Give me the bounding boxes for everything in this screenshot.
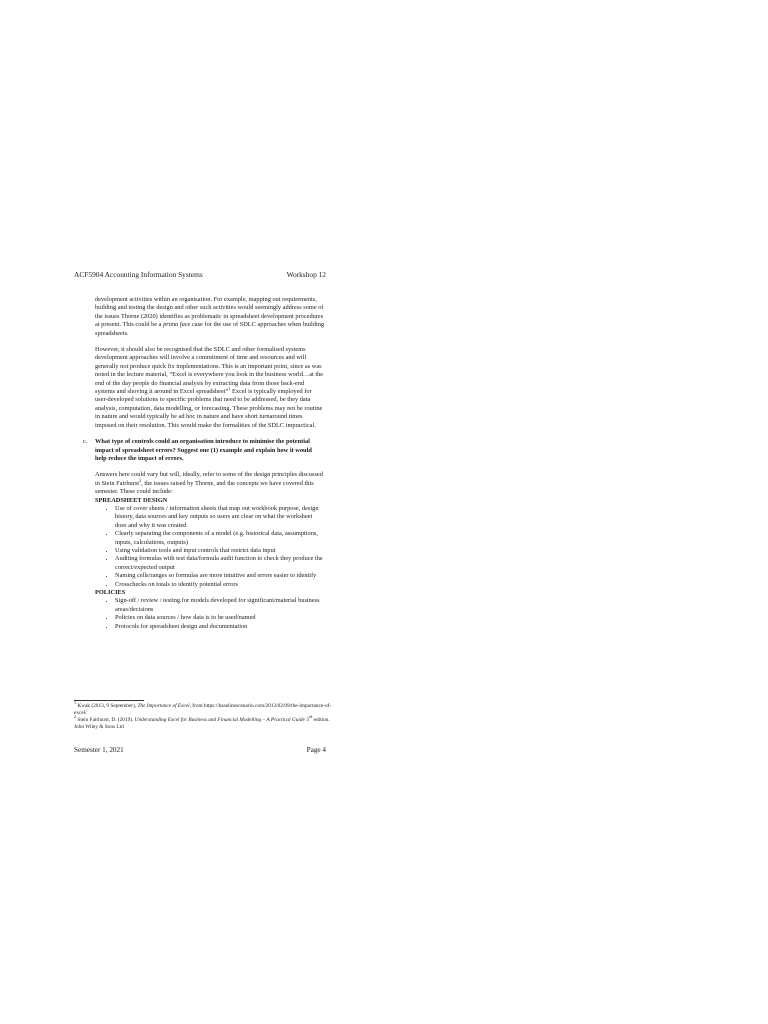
answer-text: , the issues raised by Thorne, and the concepts we have covered this semester. These could include: bbox=[95, 479, 314, 496]
paragraph-sdlc-limitations bbox=[95, 346, 325, 430]
footnote-number: 2 bbox=[74, 714, 77, 720]
section-heading-design: SPREADSHEET DESIGN bbox=[95, 496, 168, 504]
page-footer bbox=[74, 746, 326, 754]
footnote-superscript: rd bbox=[308, 714, 313, 720]
paragraph-italic: prima face bbox=[163, 321, 191, 329]
section-heading-policies: POLICIES bbox=[95, 589, 126, 596]
list-item: • Sign-off / review / testing for models developed for significant/material business areas/decisions bbox=[115, 597, 325, 614]
workshop-label: Workshop 12 bbox=[286, 270, 326, 279]
list-item: • Auditing formulas with test data/formula audit function to check they produce the correct/expected output bbox=[115, 555, 325, 572]
footnote-text: 3 bbox=[306, 717, 309, 723]
course-title: ACF5904 Accounting Information Systems bbox=[74, 270, 203, 279]
list-item: • Policies on data sources / how data is to be used/named bbox=[115, 614, 325, 622]
list-item: • Naming cells/ranges so formulas are more intuitive and errors easier to identify bbox=[115, 572, 325, 580]
question-c bbox=[83, 438, 325, 463]
paragraph-text: Excel is typically employed for user-developed solutions to specific problems that need to be addressed, be they data analysis, computation, data modelling, or forecasting. These problems may not be routine in nature and would typically be ad hoc in nature and have short turnaround times imposed on their resolution. This would make the formalities of the SDLC impractical. bbox=[95, 388, 323, 429]
list-item: • Use of cover sheets / information sheets that map out workbook purpose, design history, data sources and key outputs so users are clear on what the worksheet does and why it was created bbox=[115, 505, 325, 530]
list-item: • Protocols for spreadsheet design and documentation bbox=[115, 623, 325, 631]
list-item: • Using validation tools and input controls that restrict data input bbox=[115, 547, 325, 555]
footnote-1 bbox=[74, 700, 334, 716]
question-text: What type of controls could an organisation introduce to minimise the potential impact of spreadsheet errors? Suggest one (1) example and explain how it would help reduce the impact of errors. bbox=[95, 438, 312, 462]
footnote-italic: Understanding Excel for Business and Financial Modelling – A Practical Guide bbox=[134, 717, 305, 723]
footnote-number: 1 bbox=[74, 700, 77, 706]
paragraph-text: However, it should also be recognised that the SDLC and other formalised systems development approaches will involve a commitment of time and resources and will generally not produce quick fix implementations. This is an important point, since as was noted in the lecture material, “Excel is everywhere you look in the business world…at the end of the day people do financial analysis by extracting data from those back-end systems and shoving it around in Excel spreadsheet” bbox=[95, 346, 324, 396]
footnote-ref[interactable]: 2 bbox=[139, 477, 142, 483]
footnote-ref[interactable]: 1 bbox=[228, 385, 231, 391]
design-list bbox=[95, 505, 325, 589]
answer-intro bbox=[95, 471, 325, 496]
page-header bbox=[74, 270, 326, 279]
footnote-italic: The Importance of Excel bbox=[137, 703, 190, 709]
paragraph-text: development activities within an organisation. For example, mapping out requirements, building and testing the design and other such activities would seemingly address some of the issues Thorne (2020) identifies as problematic in spreadsheet development procedures at present. This could be a bbox=[95, 296, 324, 329]
footnote-text: Kwak (2013, 9 September), bbox=[76, 703, 138, 709]
page-number: Page 4 bbox=[306, 746, 326, 754]
footnote-text: edition. John Wiley & Sons Ltd bbox=[74, 717, 330, 730]
footnote-2 bbox=[74, 714, 334, 730]
list-item: • Crosschecks on totals to identify potential errors bbox=[115, 581, 325, 589]
footnote-divider bbox=[74, 700, 144, 701]
answer-text: Answers here could vary but will, ideally, refer to some of the design principles discussed in Stein Fairhurst bbox=[95, 471, 323, 487]
page-body bbox=[83, 296, 325, 631]
paragraph-sdlc-benefits bbox=[95, 296, 325, 338]
footnote-text: , from https://baselinescenario.com/2013/02/09/the-importance-of-excel/ bbox=[74, 703, 332, 716]
list-item: • Clearly separating the components of a model (e.g. historical data, assumptions, inputs, calculations, outputs) bbox=[115, 530, 325, 547]
paragraph-text: case for the use of SDLC approaches when building spreadsheets. bbox=[95, 321, 325, 337]
question-label: c. bbox=[83, 438, 88, 446]
policies-list bbox=[95, 597, 325, 631]
footnote-text: Stein Fairhurst, D. (2019). bbox=[76, 717, 135, 723]
semester-label: Semester 1, 2021 bbox=[74, 746, 124, 754]
